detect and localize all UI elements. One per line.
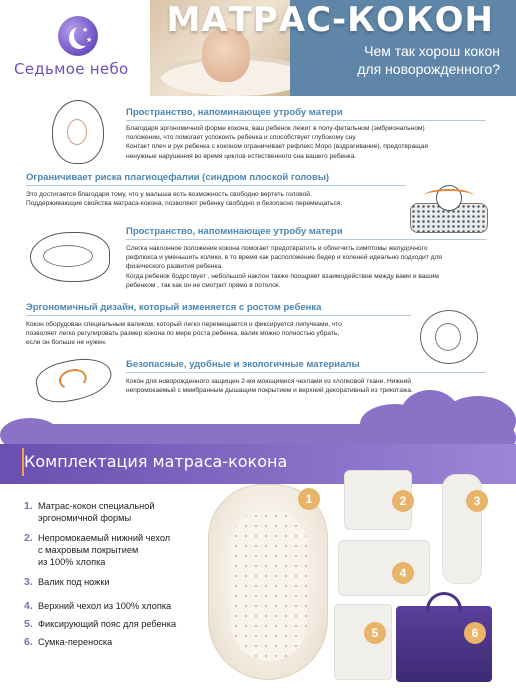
list-item-number: 3. xyxy=(24,576,33,588)
kit-title: Комплектация матраса-кокона xyxy=(24,452,288,471)
adjust-arrow-shape xyxy=(57,367,89,392)
divider xyxy=(126,239,486,240)
fetus-shape xyxy=(67,119,87,145)
divider xyxy=(126,120,486,121)
feature-title: Безопасные, удобные и экологичные материалы xyxy=(126,359,360,370)
star-icon: ★ xyxy=(82,27,89,34)
list-item-line: Верхний чехол из 100% хлопка xyxy=(38,601,172,611)
feature-text-line: Когда ребенок бодрствует , небольшой наклон также поощряет взаимодействие между вами и вашим xyxy=(126,272,439,280)
feature-text-line: Это достигается благодаря тому, что у малыша есть возможность свободно вертеть головой. xyxy=(26,191,312,198)
rotation-arc-icon xyxy=(424,189,474,203)
header xyxy=(0,0,516,96)
number-badge: 6 xyxy=(464,622,486,644)
star-icon: ★ xyxy=(86,37,93,44)
list-item-line: эргономичной формы xyxy=(38,513,132,523)
list-item-line: Матрас-кокон специальной xyxy=(38,501,155,511)
feature-text xyxy=(26,190,406,208)
page-subtitle xyxy=(300,42,500,78)
list-item-line: Валик под ножки xyxy=(38,577,110,587)
feature-text-line: Поддерживающие свойства матраса-кокона, позволяют ребенку свободно и безопасно перемещаться. xyxy=(26,200,343,208)
feature-title: Эргономичный дизайн, который изменяется с ростом ребенка xyxy=(26,302,322,313)
divider xyxy=(26,315,411,316)
list-item-line: Сумка-переноска xyxy=(38,637,113,647)
list-item-text xyxy=(38,618,208,630)
feature-title: Пространство, напоминающее утробу матери xyxy=(126,107,343,118)
womb-fetus-icon xyxy=(52,100,104,164)
subtitle-line: Чем так хорош кокон xyxy=(364,43,500,59)
brand-name: Седьмое небо xyxy=(14,60,129,78)
feature-text-line: ненужные нарушения во время циклов естественного сна вашего ребенка. xyxy=(126,152,357,160)
number-badge: 5 xyxy=(364,622,386,644)
moon-logo-icon xyxy=(58,16,98,56)
list-item-text xyxy=(38,532,208,568)
mattress-inner-shape xyxy=(231,511,307,661)
subtitle-line: для новорожденного? xyxy=(357,61,500,77)
feature-text-line: Кокон для новорожденного защищен 2-мя моющимися чехлами из хлопковой ткани. Нижний xyxy=(126,378,411,385)
feature-title: Пространство, напоминающее утробу матери xyxy=(126,226,343,237)
number-badge: 1 xyxy=(298,488,320,510)
number-badge: 3 xyxy=(466,490,488,512)
feature-text xyxy=(26,320,416,348)
bag-handle-shape xyxy=(426,592,462,612)
feature-text-line: позволяет легко регулировать размер кокона по мере роста ребенка, валик можно полностью убрать, xyxy=(26,330,340,338)
feature-text-line: рефлюкса и уменьшить колики, в то время как расположение бедер и коленей идеально подходит для xyxy=(126,254,442,262)
list-item-number: 4. xyxy=(24,600,33,612)
list-item-line: Непромокаемый нижний чехол xyxy=(38,533,171,543)
carry-bag-photo xyxy=(396,606,492,682)
list-item-line: из 100% хлопка xyxy=(38,557,106,567)
mattress-photo xyxy=(208,484,328,680)
feature-text-line: если он больше не нужен. xyxy=(26,339,107,347)
list-item-line: с махровым покрытием xyxy=(38,545,139,555)
cocoon-inner-shape xyxy=(43,245,93,267)
feature-text-line: физического развития ребенка. xyxy=(126,263,223,271)
list-item-number: 6. xyxy=(24,636,33,648)
list-item-number: 5. xyxy=(24,618,33,630)
number-badge: 4 xyxy=(392,562,414,584)
cocoon-top-view-icon xyxy=(420,310,478,364)
list-item-text xyxy=(38,636,208,648)
feature-text-line: положении, что помогает успокоить ребенка и способствует глубокому сну. xyxy=(126,134,357,142)
feature-text-line: Кокон оборудован специальным валиком, который легко перемещается и фиксируется липучками, что xyxy=(26,321,342,328)
list-item-text xyxy=(38,576,208,588)
number-badge: 2 xyxy=(392,490,414,512)
belt-photo xyxy=(334,604,392,680)
head-on-pad-icon xyxy=(410,185,488,237)
cocoon-inner-shape xyxy=(435,323,461,351)
divider xyxy=(26,185,406,186)
cocoon-adjust-arrow-icon xyxy=(33,353,116,408)
inclined-cocoon-icon xyxy=(30,232,110,282)
list-item-text xyxy=(38,600,208,612)
feature-text-line: Контакт плеч и рук ребенка с коконом ограничивает рефлекс Моро (вздрагивание), предотвращая xyxy=(126,143,428,151)
list-item-number: 2. xyxy=(24,532,33,544)
feature-text-line: ребенком , так как он не смотрит прямо в потолок. xyxy=(126,281,281,289)
divider xyxy=(126,372,486,373)
feature-title: Ограничивает риска плагиоцефалии (синдром плоской головы) xyxy=(26,172,330,183)
top-cover-photo xyxy=(338,540,430,596)
list-item-text xyxy=(38,500,208,524)
feature-text-line: непромокаемый с мембранным дышащим покрытием и верхний декоративный из трикотажа. xyxy=(126,387,413,395)
list-item-line: Фиксирующий пояс для ребенка xyxy=(38,619,177,629)
feature-text xyxy=(126,124,496,161)
feature-text-line: Слегка наклонное положение кокона помогает предотвратить и облегчить симптомы желудочного xyxy=(126,245,428,252)
feature-text xyxy=(126,244,498,290)
page-title: МАТРАС-КОКОН xyxy=(166,0,494,40)
list-item-number: 1. xyxy=(24,500,33,512)
feature-text-line: Благодаря эргономичной форме кокона, ваш ребенок лежит в полу-фетальном (эмбриональном) xyxy=(126,125,425,132)
